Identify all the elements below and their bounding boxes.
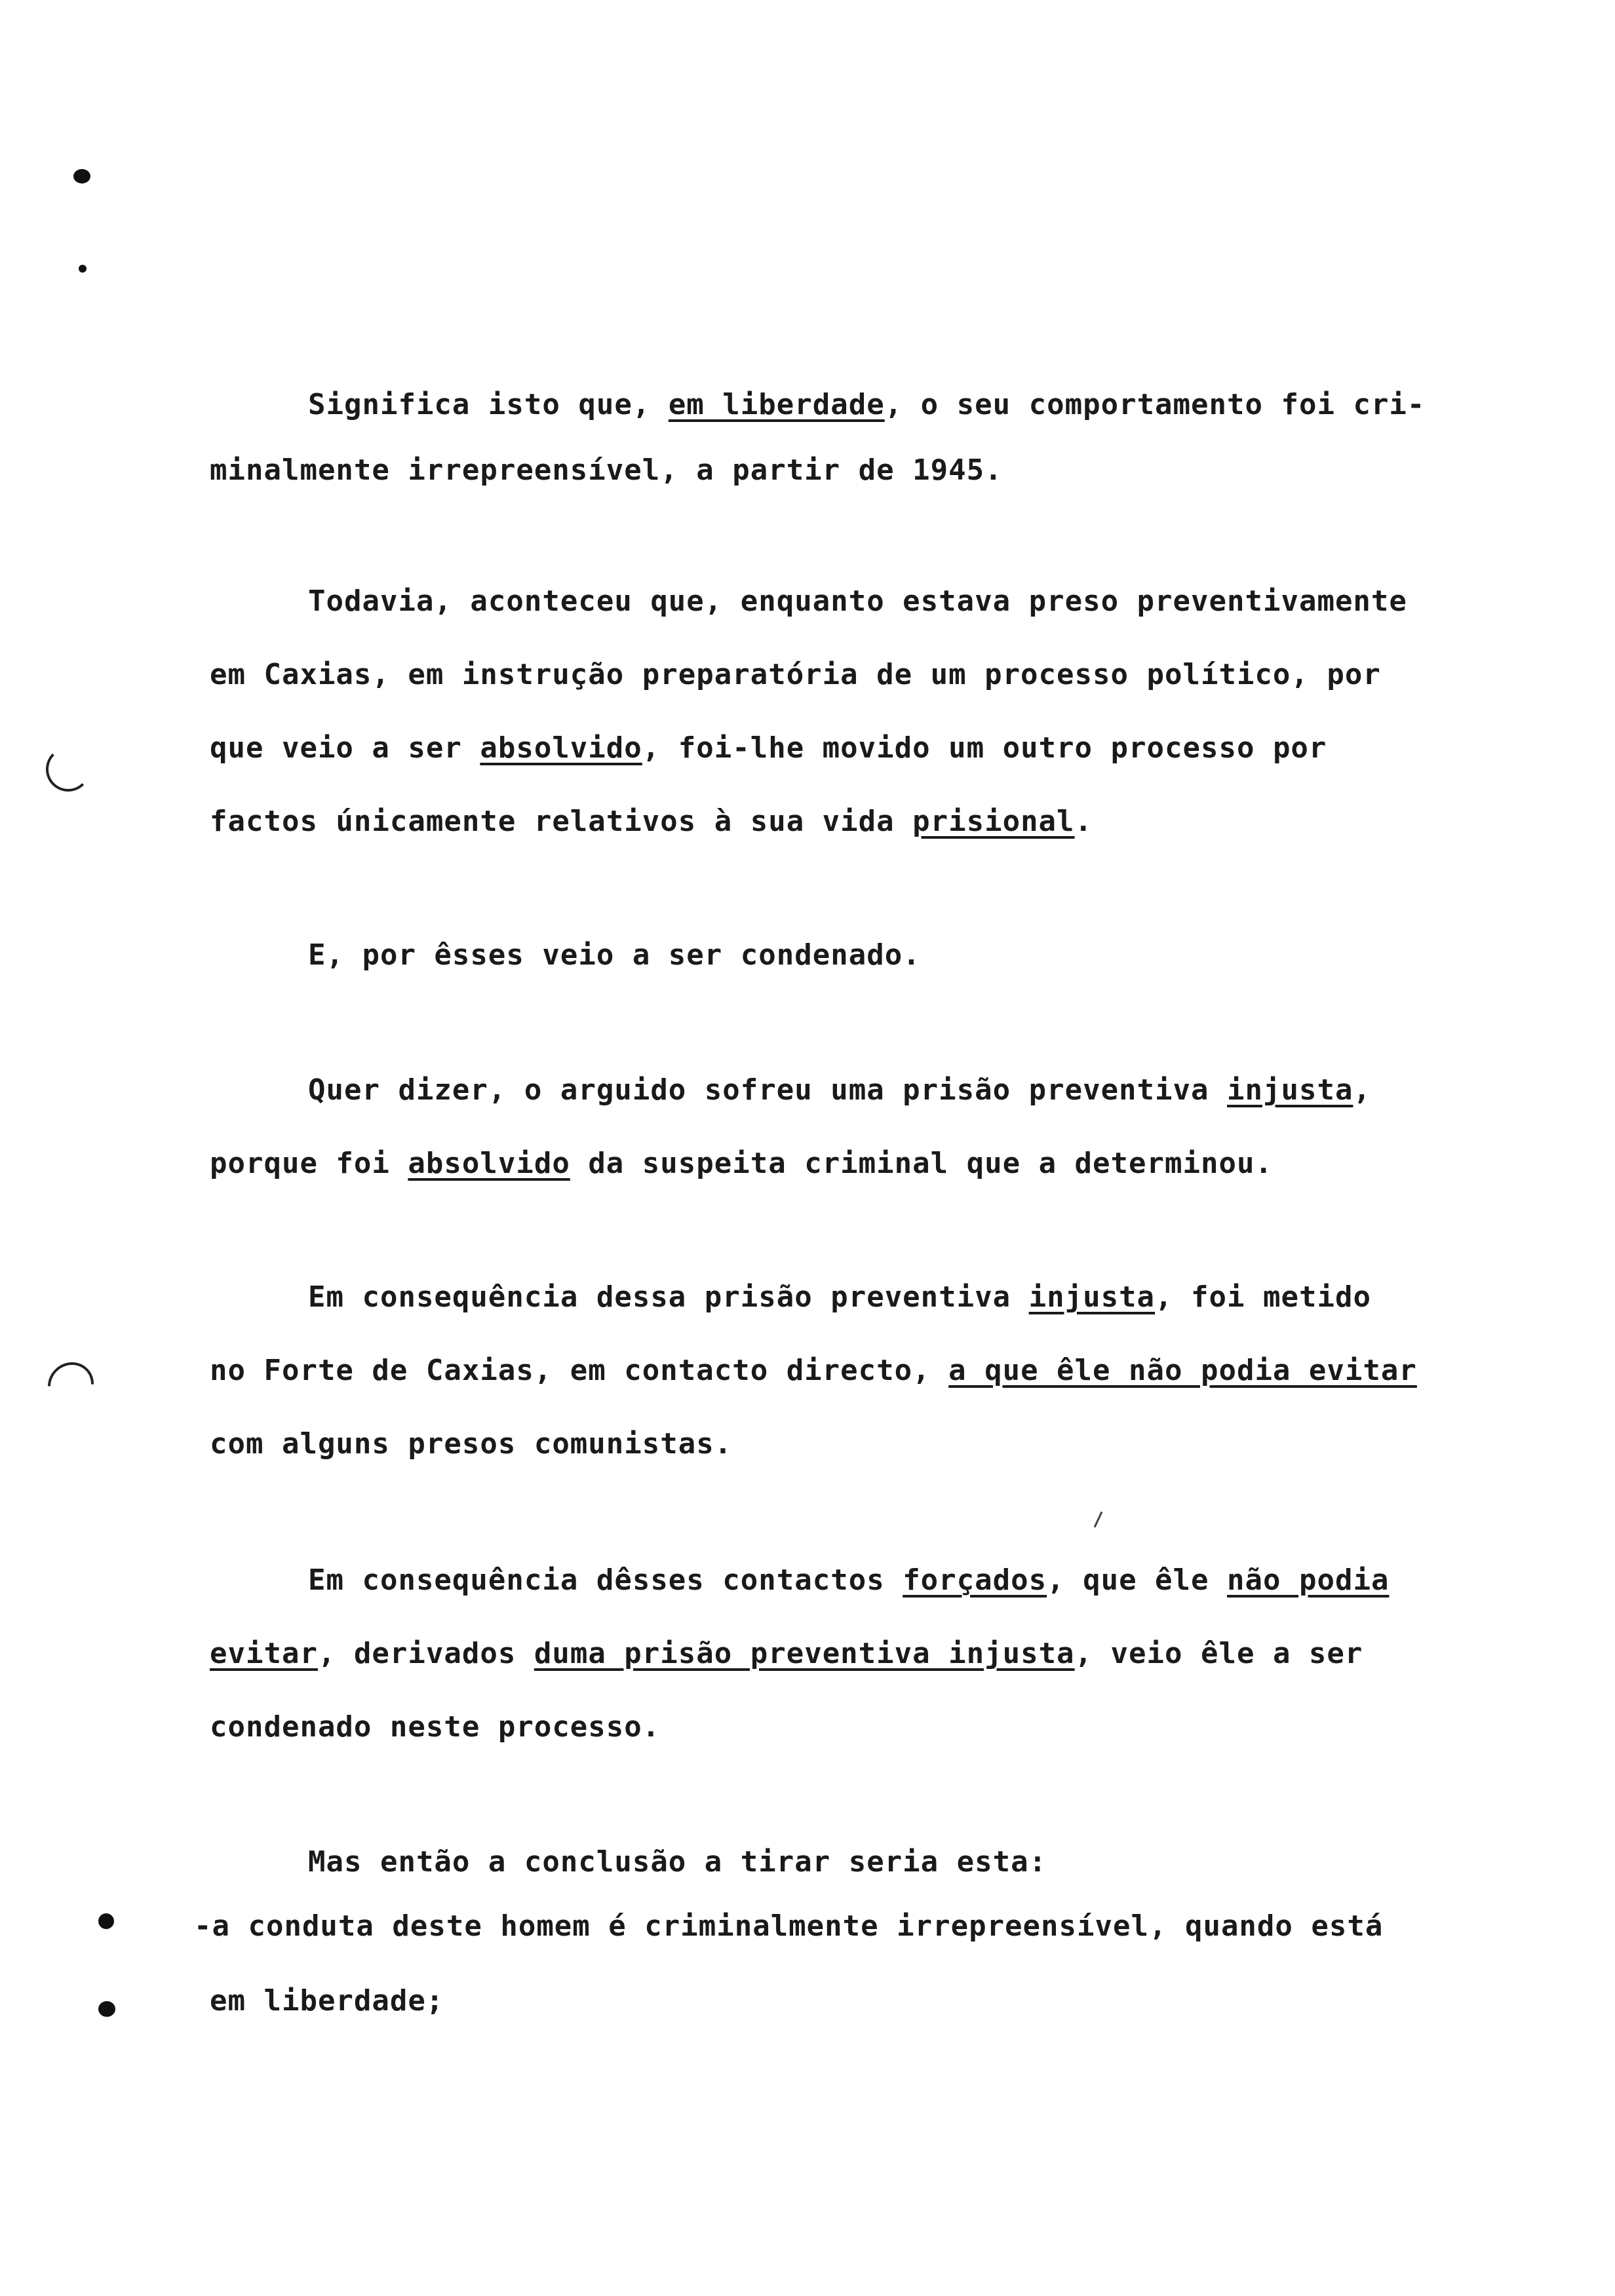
text-run: Todavia, aconteceu que, enquanto estava preso preventivamente <box>308 584 1407 618</box>
text-run: , foi metido <box>1155 1280 1371 1314</box>
text-line-18 <box>210 1983 444 2019</box>
text-line-12 <box>210 1426 732 1463</box>
text-run: minalmente irrepreensível, a partir de 1945. <box>210 453 1003 487</box>
underlined-phrase: duma prisão preventiva injusta <box>534 1637 1075 1670</box>
text-run: , foi-lhe movido um outro processo por <box>642 731 1327 765</box>
text-run: , <box>1353 1073 1371 1107</box>
text-run: condenado neste processo. <box>210 1710 661 1744</box>
punch-hole-arc-1 <box>46 747 90 792</box>
text-line-11 <box>210 1352 1417 1389</box>
text-run: da suspeita criminal que a determinou. <box>570 1147 1273 1180</box>
text-run: Quer dizer, o arguido sofreu uma prisão preventiva <box>308 1073 1228 1107</box>
punch-hole-dot-bottom-2 <box>98 2001 115 2017</box>
text-line-16 <box>308 1844 1047 1881</box>
text-line-2 <box>210 452 1003 489</box>
punch-hole-dot-small <box>79 265 87 273</box>
underlined-phrase: forçados <box>903 1563 1047 1597</box>
text-run: Mas então a conclusão a tirar seria esta: <box>308 1845 1047 1879</box>
text-line-1 <box>308 387 1425 423</box>
text-line-13 <box>308 1562 1389 1599</box>
text-line-17 <box>194 1908 1383 1945</box>
punch-hole-dot-bottom-1 <box>98 1913 114 1929</box>
text-run: Significa isto que, <box>308 388 669 421</box>
underlined-phrase: em liberdade <box>668 388 885 421</box>
text-run: factos únicamente relativos à sua vida <box>210 805 913 838</box>
underlined-phrase: absolvido <box>408 1147 570 1180</box>
text-line-4 <box>210 657 1381 693</box>
underlined-phrase: injusta <box>1227 1073 1353 1107</box>
text-run: em liberdade; <box>210 1984 444 2018</box>
underlined-phrase: prisional <box>912 805 1075 838</box>
text-run: , que êle <box>1047 1563 1228 1597</box>
text-run: Em consequência dêsses contactos <box>308 1563 903 1597</box>
underlined-phrase: a que êle não podia evitar <box>948 1354 1417 1387</box>
text-line-7 <box>308 937 921 974</box>
text-run: Em consequência dessa prisão preventiva <box>308 1280 1029 1314</box>
underlined-phrase: absolvido <box>480 731 642 765</box>
text-run: que veio a ser <box>210 731 480 765</box>
text-run: E, por êsses veio a ser condenado. <box>308 938 921 972</box>
text-run: -a conduta deste homem é criminalmente irrepreensível, quando está <box>194 1909 1384 1943</box>
text-line-15 <box>210 1709 660 1746</box>
text-run: com alguns presos comunistas. <box>210 1427 733 1461</box>
text-run: no Forte de Caxias, em contacto directo, <box>210 1354 949 1387</box>
text-run: em Caxias, em instrução preparatória de um processo político, por <box>210 658 1381 691</box>
text-line-14 <box>210 1636 1363 1672</box>
underlined-phrase: injusta <box>1028 1280 1156 1314</box>
text-run: , o seu comportamento foi cri- <box>884 388 1426 421</box>
punch-hole-arc-2 <box>39 1353 104 1418</box>
underlined-phrase: evitar <box>210 1637 318 1670</box>
text-line-8 <box>308 1072 1371 1109</box>
text-line-10 <box>308 1279 1371 1316</box>
stray-mark <box>1094 1512 1103 1528</box>
text-run: porque foi <box>210 1147 408 1180</box>
text-line-9 <box>210 1145 1273 1182</box>
text-line-5 <box>210 730 1327 767</box>
text-run: , derivados <box>317 1637 534 1670</box>
text-run: , veio êle a ser <box>1074 1637 1363 1670</box>
text-run: . <box>1074 805 1093 838</box>
underlined-phrase: não podia <box>1227 1563 1390 1597</box>
text-line-6 <box>210 803 1093 840</box>
punch-hole-dot-top <box>73 169 90 183</box>
text-line-3 <box>308 583 1407 620</box>
